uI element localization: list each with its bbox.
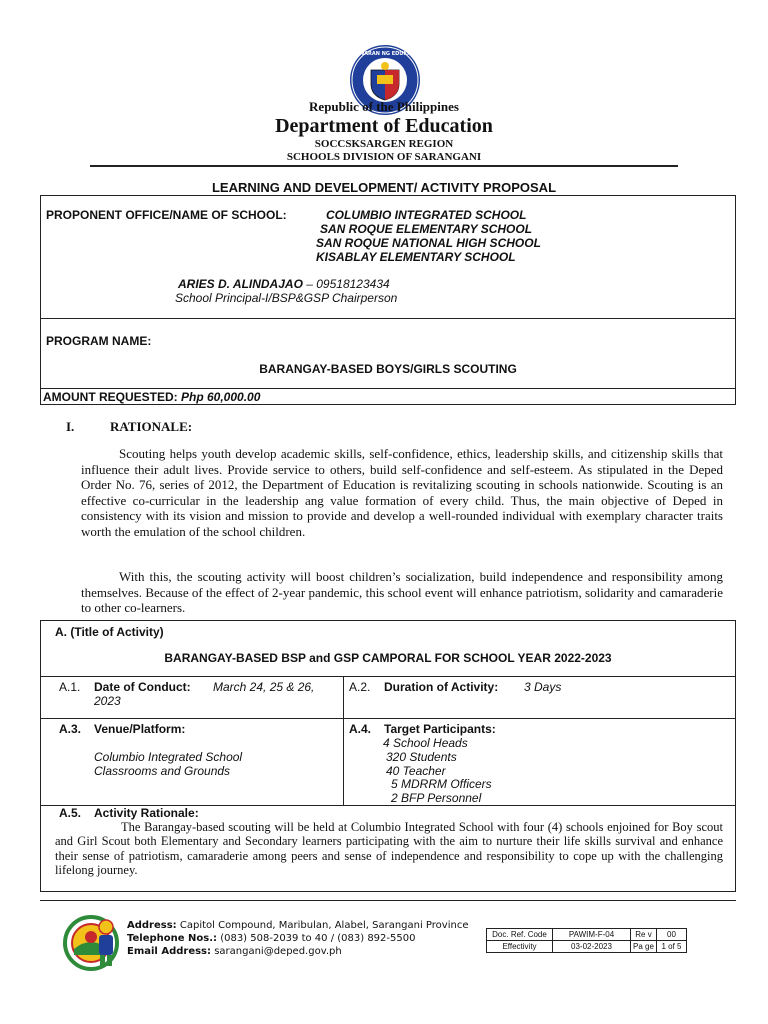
participant-item: 5 MDRRM Officers: [391, 777, 492, 791]
rationale-paragraph-1: Scouting helps youth develop academic skills, self-confidence, ethics, leadership skills, and citizenship skills that influence their adult lives. Provide service to others, build self-confidence and self-esteem. As stipulated in the Deped Order No. 76, series of 2012, the Department of Education is revitalizing scouting in schools nationwide. Scouting is an effective co-curricular in the leadership ang value formation of every child. Thus, the main objective of Deped in consistency with its vision and mission to provide and develop a well-rounded individual with exemplary character traits worth the emulation of the school children.: [81, 446, 723, 539]
activity-rationale-text: The Barangay-based scouting will be held at Columbio Integrated School with four (4) schools enjoined for Boy scout and Girl Scout both Elementary and Secondary learners participating with the aim to nurture their life skills survival and enhance their sense of patriotism, camaraderie among peers and sense of independence and responsibility to cope up with the challenging lifelong journey.: [55, 820, 723, 878]
a2-number: A.2.: [349, 680, 371, 694]
email-label: Email Address:: [127, 946, 212, 957]
school-4: KISABLAY ELEMENTARY SCHOOL: [316, 250, 516, 264]
activity-title: BARANGAY-BASED BSP and GSP CAMPORAL FOR SCHOOL YEAR 2022-2023: [164, 651, 612, 665]
activity-title-label: A. (Title of Activity): [55, 625, 164, 639]
program-name: BARANGAY-BASED BOYS/GIRLS SCOUTING: [259, 362, 517, 376]
division-line: SCHOOLS DIVISION OF SARANGANI: [286, 151, 482, 163]
a3-value-2: Classrooms and Grounds: [94, 764, 231, 778]
footer-divider: [40, 900, 736, 901]
amount-label: AMOUNT REQUESTED:: [43, 390, 178, 404]
department-title: Department of Education: [275, 115, 493, 137]
column-divider: [343, 676, 344, 805]
rationale-paragraph-2: With this, the scouting activity will boost children’s socialization, build independence and responsibility among themselves. Because of the effect of 2-year pandemic, this school event will enhance patriotism, solidarity and camaraderie to other co-learners.: [81, 569, 723, 615]
a1-label: Date of Conduct:: [94, 680, 191, 694]
footer-contact: [127, 919, 468, 958]
form-title: LEARNING AND DEVELOPMENT/ ACTIVITY PROPOSAL: [211, 180, 557, 195]
a2-label: Duration of Activity:: [384, 680, 499, 694]
row-divider: [40, 318, 736, 319]
address-value: Capitol Compound, Maribulan, Alabel, Sarangani Province: [176, 920, 469, 931]
rationale-number: I.: [66, 419, 75, 434]
effectivity-value: 03-02-2023: [553, 941, 631, 953]
row-divider: [40, 718, 736, 719]
doc-ref-value: PAWIM-F-04: [553, 929, 631, 941]
a3-number: A.3.: [59, 722, 82, 736]
a4-number: A.4.: [349, 722, 372, 736]
principal-phone: – 09518123434: [302, 277, 390, 291]
a1-value-2: 2023: [94, 694, 121, 708]
participant-item: 2 BFP Personnel: [391, 791, 482, 805]
a1-value-1: March 24, 25 & 26,: [213, 680, 315, 694]
page-value: 1 of 5: [657, 941, 687, 953]
republic-line: Republic of the Philippines: [309, 99, 459, 114]
a4-label: Target Participants:: [384, 722, 496, 736]
footer-telephone: [127, 932, 468, 945]
region-line: SOCCSKSARGEN REGION: [314, 138, 454, 150]
telephone-label: Telephone Nos.:: [127, 933, 218, 944]
amount-value: Php 60,000.00: [177, 390, 261, 404]
address-label: Address:: [127, 920, 177, 931]
a5-label: Activity Rationale:: [94, 806, 199, 820]
school-2: SAN ROQUE ELEMENTARY SCHOOL: [320, 222, 533, 236]
school-3: SAN ROQUE NATIONAL HIGH SCHOOL: [316, 236, 541, 250]
participant-item: 320 Students: [386, 750, 457, 764]
row-divider: [40, 388, 736, 389]
participant-item: 40 Teacher: [386, 764, 446, 778]
principal-name: ARIES D. ALINDAJAO: [178, 277, 303, 291]
row-divider: [40, 676, 736, 677]
telephone-value: (083) 508-2039 to 40 / (083) 892-5500: [217, 933, 416, 944]
header-divider: [90, 165, 678, 167]
amount-requested: [43, 390, 260, 404]
rev-value: 00: [657, 929, 687, 941]
seal-text: KAGAWARAN NG EDUKASYON: [343, 51, 427, 57]
footer-address: [127, 919, 468, 932]
effectivity-label: Effectivity: [487, 941, 553, 953]
email-value: sarangani@deped.gov.ph: [211, 946, 342, 957]
a3-value-1: Columbio Integrated School: [94, 750, 243, 764]
mascot-icon: [93, 918, 119, 968]
document-control-table: [486, 928, 687, 953]
proponent-label: PROPONENT OFFICE/NAME OF SCHOOL:: [46, 208, 287, 222]
a1-number: A.1.: [59, 680, 81, 694]
a5-number: A.5.: [59, 806, 82, 820]
rationale-heading: RATIONALE:: [110, 419, 193, 434]
rev-label: Re v: [631, 929, 657, 941]
principal-position: School Principal-I/BSP&GSP Chairperson: [175, 291, 398, 305]
page-label: Pa ge: [631, 941, 657, 953]
footer-email: [127, 945, 468, 958]
proponent-contact: [178, 277, 390, 291]
doc-ref-label: Doc. Ref. Code: [487, 929, 553, 941]
a2-value: 3 Days: [524, 680, 562, 694]
a3-label: Venue/Platform:: [94, 722, 186, 736]
participant-item: 4 School Heads: [383, 736, 468, 750]
program-label: PROGRAM NAME:: [46, 334, 152, 348]
school-1: COLUMBIO INTEGRATED SCHOOL: [326, 208, 527, 222]
